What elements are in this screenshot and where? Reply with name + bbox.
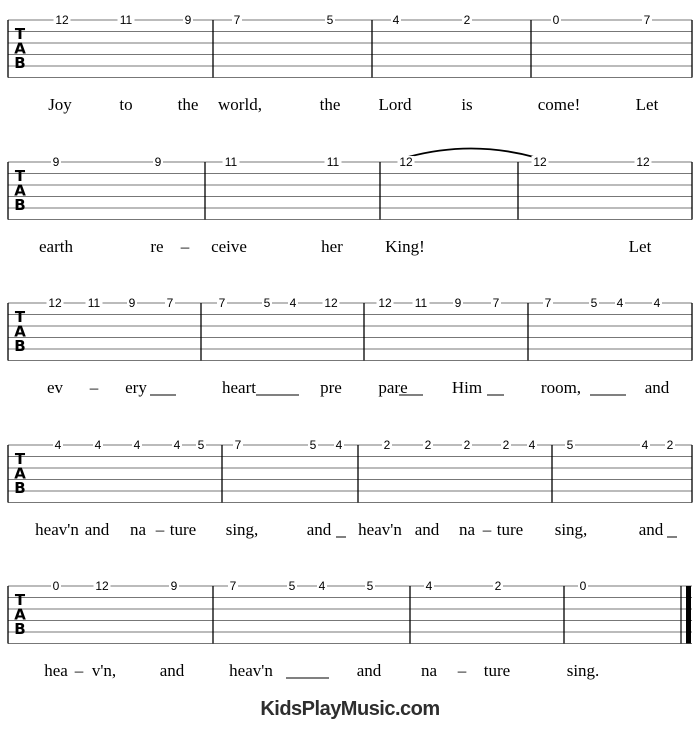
fret-number: 0 <box>552 13 560 27</box>
lyric-syllable: and <box>306 520 332 539</box>
fret-number: 4 <box>318 579 326 593</box>
lyric-syllable: and <box>644 378 670 397</box>
lyric-syllable: – <box>180 237 190 256</box>
fret-number: 0 <box>52 579 60 593</box>
fret-number: 7 <box>233 13 241 27</box>
lyric-syllable: Joy <box>48 95 72 114</box>
lyric-syllable: na <box>129 520 147 539</box>
lyric-syllable: come! <box>537 95 581 114</box>
lyric-syllable: Him <box>451 378 483 397</box>
tab-clef-letter: B <box>14 337 26 355</box>
fret-number: 4 <box>133 438 141 452</box>
lyric-syllable: heav'n <box>358 520 402 539</box>
fret-number: 4 <box>641 438 649 452</box>
lyric-syllable: ture <box>483 661 511 680</box>
fret-number: 4 <box>392 13 400 27</box>
fret-number: 11 <box>224 155 238 169</box>
fret-number: 2 <box>502 438 510 452</box>
fret-number: 7 <box>492 296 500 310</box>
fret-number: 5 <box>326 13 334 27</box>
fret-number: 4 <box>335 438 343 452</box>
lyric-syllable: the <box>177 95 199 114</box>
lyric-syllable: King! <box>385 237 425 256</box>
fret-number: 7 <box>166 296 174 310</box>
fret-number: 2 <box>463 438 471 452</box>
fret-number: 7 <box>643 13 651 27</box>
lyric-syllable: ture <box>169 520 197 539</box>
lyric-syllable: sing, <box>225 520 259 539</box>
lyric-syllable: to <box>119 95 133 114</box>
fret-number: 11 <box>326 155 340 169</box>
tab-clef-letter: A <box>14 605 26 624</box>
lyric-syllable: world, <box>218 95 262 114</box>
fret-number: 2 <box>666 438 674 452</box>
fret-number: 12 <box>399 155 413 169</box>
fret-number: 5 <box>197 438 205 452</box>
lyric-syllable: ev <box>46 378 64 397</box>
fret-number: 12 <box>55 13 69 27</box>
fret-number: 12 <box>48 296 62 310</box>
fret-number: 9 <box>184 13 192 27</box>
fret-number: 11 <box>87 296 101 310</box>
tab-clef-letter: A <box>14 322 26 341</box>
lyric-syllable: Let <box>635 95 659 114</box>
fret-number: 5 <box>288 579 296 593</box>
fret-number: 4 <box>616 296 624 310</box>
fret-number: 4 <box>653 296 661 310</box>
fret-number: 7 <box>234 438 242 452</box>
lyric-syllable: sing. <box>566 661 600 680</box>
fret-number: 4 <box>173 438 181 452</box>
tie-arc <box>408 149 534 158</box>
tab-clef-letter: T <box>14 308 26 326</box>
lyric-syllable: and <box>84 520 110 539</box>
tab-system <box>8 296 692 397</box>
lyric-syllable: heav'n <box>35 520 79 539</box>
tab-system <box>8 149 692 257</box>
fret-number: 12 <box>636 155 650 169</box>
tab-system <box>8 438 692 539</box>
lyric-syllable: na <box>458 520 476 539</box>
fret-number: 0 <box>579 579 587 593</box>
lyric-syllable: Let <box>628 237 652 256</box>
lyric-syllable: – <box>457 661 467 680</box>
lyric-syllable: Lord <box>378 95 412 114</box>
lyric-syllable: is <box>461 95 473 114</box>
lyric-syllable: heav'n <box>229 661 273 680</box>
lyric-syllable: earth <box>39 237 73 256</box>
fret-number: 9 <box>154 155 162 169</box>
fret-number: 9 <box>170 579 178 593</box>
fret-number: 2 <box>463 13 471 27</box>
fret-number: 9 <box>454 296 462 310</box>
lyric-syllable: na <box>420 661 438 680</box>
lyric-syllable: and <box>414 520 440 539</box>
fret-number: 11 <box>119 13 133 27</box>
lyric-syllable: sing, <box>554 520 588 539</box>
tab-clef-letter: A <box>14 464 26 483</box>
fret-number: 7 <box>229 579 237 593</box>
tab-clef-letter: A <box>14 39 26 58</box>
fret-number: 5 <box>366 579 374 593</box>
fret-number: 7 <box>218 296 226 310</box>
tab-clef-letter: B <box>14 54 26 72</box>
lyric-syllable: and <box>159 661 185 680</box>
lyric-syllable: – <box>74 661 84 680</box>
fret-number: 9 <box>128 296 136 310</box>
tab-clef-letter: B <box>14 620 26 638</box>
tab-clef-letter: B <box>14 196 26 214</box>
fret-number: 2 <box>383 438 391 452</box>
lyric-syllable: re <box>150 237 164 256</box>
fret-number: 5 <box>566 438 574 452</box>
lyric-syllable: pare <box>378 378 408 397</box>
lyric-syllable: ture <box>496 520 524 539</box>
lyric-syllable: room, <box>540 378 582 397</box>
fret-number: 4 <box>425 579 433 593</box>
tab-clef-letter: T <box>14 167 26 185</box>
fret-number: 5 <box>590 296 598 310</box>
fret-number: 4 <box>54 438 62 452</box>
fret-number: 5 <box>263 296 271 310</box>
lyric-syllable: – <box>89 378 99 397</box>
tab-clef-letter: T <box>14 25 26 43</box>
lyric-syllable: the <box>319 95 341 114</box>
fret-number: 4 <box>528 438 536 452</box>
lyric-syllable: ery <box>125 378 147 397</box>
lyric-syllable: pre <box>320 378 342 397</box>
lyric-syllable: her <box>321 237 343 256</box>
tab-clef-letter: T <box>14 591 26 609</box>
site-brand-footer: KidsPlayMusic.com <box>260 698 440 720</box>
fret-number: 12 <box>378 296 392 310</box>
tab-clef-letter: B <box>14 479 26 497</box>
lyric-syllable: and <box>356 661 382 680</box>
final-barline-thick <box>686 586 691 644</box>
tab-clef-letter: A <box>14 181 26 200</box>
lyric-syllable: hea <box>44 661 68 680</box>
fret-number: 12 <box>533 155 547 169</box>
fret-number: 7 <box>544 296 552 310</box>
fret-number: 4 <box>94 438 102 452</box>
lyric-syllable: ceive <box>211 237 247 256</box>
lyric-syllable: and <box>638 520 664 539</box>
lyric-syllable: – <box>155 520 165 539</box>
fret-number: 2 <box>494 579 502 593</box>
tab-system <box>8 13 692 114</box>
lyric-syllable: v'n, <box>91 661 117 680</box>
fret-number: 9 <box>52 155 60 169</box>
fret-number: 4 <box>289 296 297 310</box>
tab-clef-letter: T <box>14 450 26 468</box>
lyric-syllable: – <box>482 520 492 539</box>
lyric-syllable: heart <box>222 378 256 397</box>
fret-number: 12 <box>324 296 338 310</box>
fret-number: 12 <box>95 579 109 593</box>
tab-system <box>8 579 692 680</box>
fret-number: 11 <box>414 296 428 310</box>
fret-number: 2 <box>424 438 432 452</box>
fret-number: 5 <box>309 438 317 452</box>
